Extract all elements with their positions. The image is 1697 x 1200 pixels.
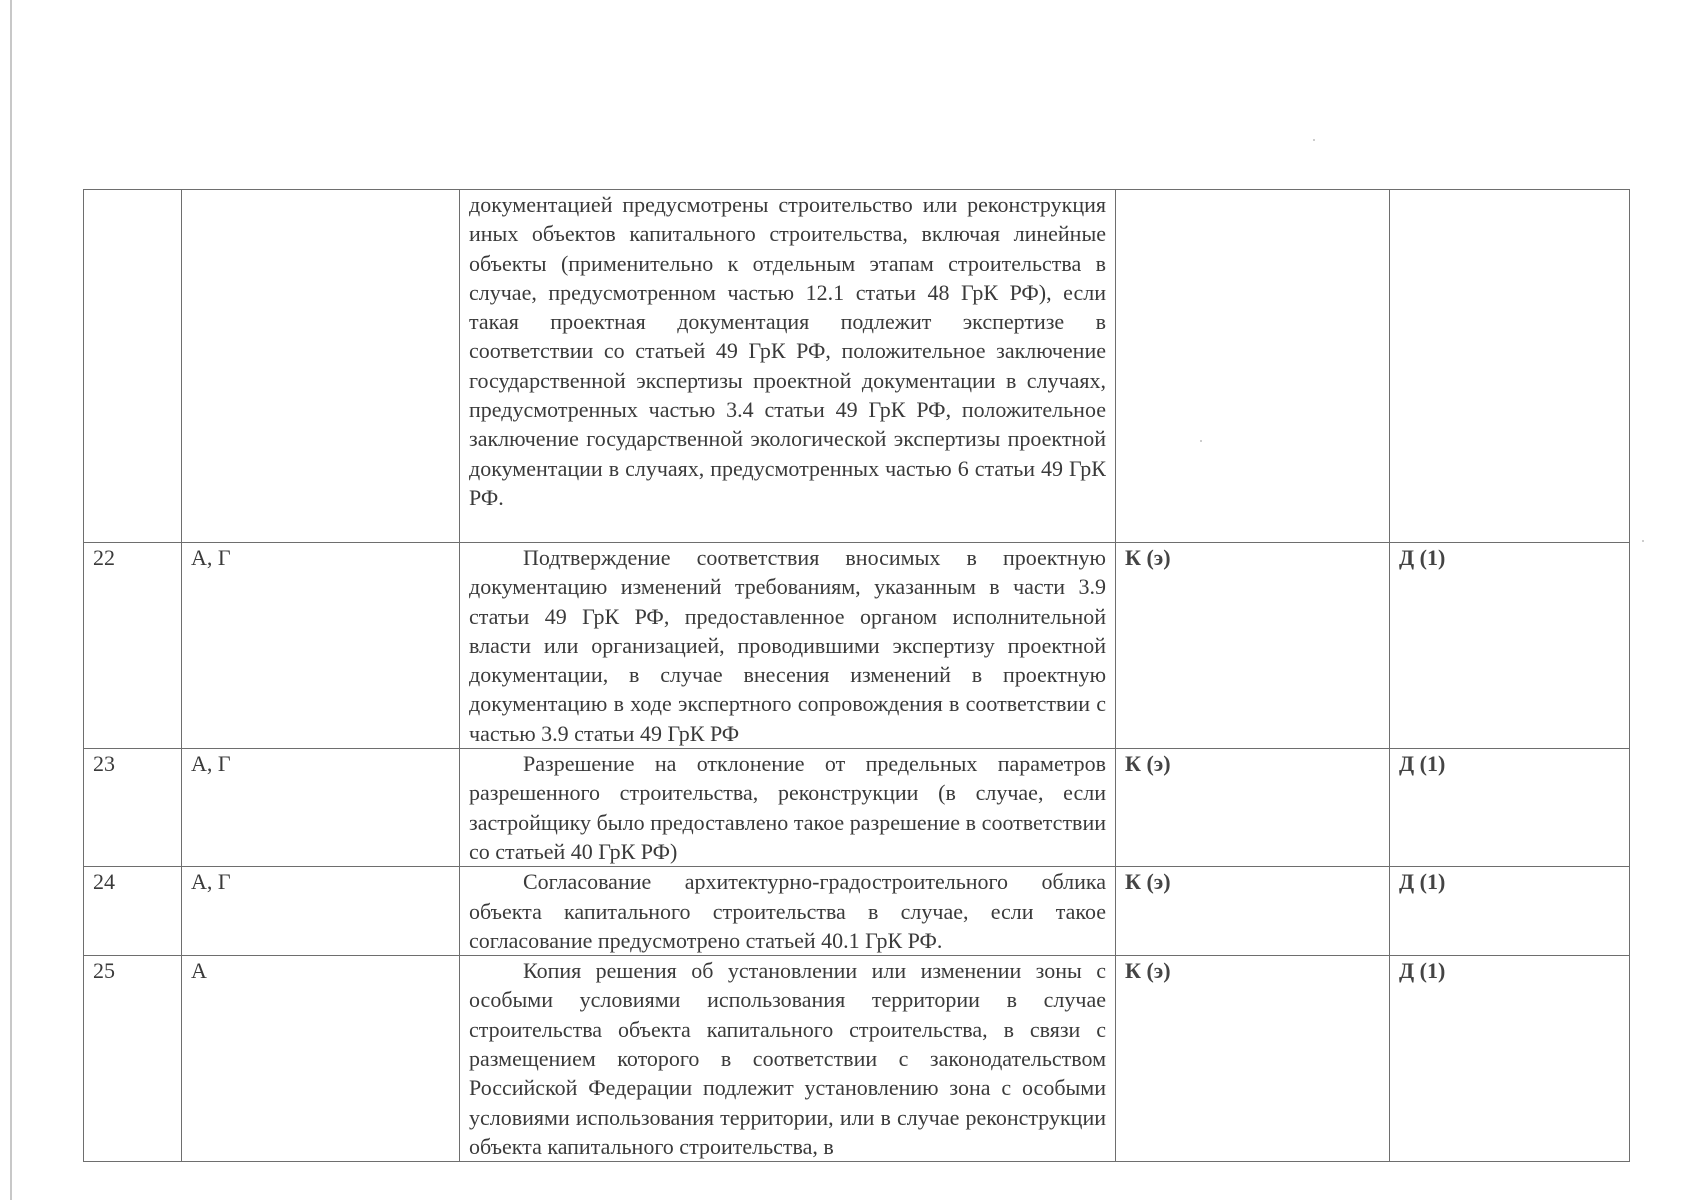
table-row <box>84 190 1630 543</box>
row-form: К (э) <box>1116 867 1390 956</box>
row-requirement: Д (1) <box>1390 956 1630 1162</box>
scan-speck <box>1313 139 1315 141</box>
row-description: Копия решения об установлении или изменении зоны с особыми условиями использования территории в случае строительства объекта капитального строительства, в связи с размещением которого в соответствии с законодательством Российской Федерации подлежит установлению зона с особыми условиями использования территории, или в случае реконструкции объекта капитального строительства, в <box>460 956 1116 1162</box>
table-row <box>84 749 1630 867</box>
row-form: К (э) <box>1116 749 1390 867</box>
row-form: К (э) <box>1116 543 1390 749</box>
row-description: Согласование архитектурно-градостроительного облика объекта капитального строительства в случае, если такое согласование предусмотрено статьей 40.1 ГрК РФ. <box>460 867 1116 956</box>
row-stage <box>182 190 460 543</box>
row-stage: А, Г <box>182 867 460 956</box>
row-requirement: Д (1) <box>1390 543 1630 749</box>
row-form <box>1116 190 1390 543</box>
row-requirement <box>1390 190 1630 543</box>
row-stage: А <box>182 956 460 1162</box>
row-number: 22 <box>84 543 182 749</box>
row-stage: А, Г <box>182 543 460 749</box>
row-stage: А, Г <box>182 749 460 867</box>
row-description: документацией предусмотрены строительство или реконструкция иных объектов капитального строительства, включая линейные объекты (применительно к отдельным этапам строительства в случае, предусмотренном частью 12.1 статьи 48 ГрК РФ), если такая проектная документация подлежит экспертизе в соответствии со статьей 49 ГрК РФ, положительное заключение государственной экспертизы проектной документации в случаях, предусмотренных частью 3.4 статьи 49 ГрК РФ, положительное заключение государственной экологической экспертизы проектной документации в случаях, предусмотренных частью 6 статьи 49 ГрК РФ. <box>460 190 1116 543</box>
row-form: К (э) <box>1116 956 1390 1162</box>
row-description: Разрешение на отклонение от предельных параметров разрешенного строительства, реконструкции (в случае, если застройщику было предоставлено такое разрешение в соответствии со статьей 40 ГрК РФ) <box>460 749 1116 867</box>
table-row <box>84 956 1630 1162</box>
row-number: 23 <box>84 749 182 867</box>
row-requirement: Д (1) <box>1390 749 1630 867</box>
row-number: 24 <box>84 867 182 956</box>
table-row <box>84 543 1630 749</box>
table-row <box>84 867 1630 956</box>
row-requirement: Д (1) <box>1390 867 1630 956</box>
scan-speck <box>1642 540 1644 542</box>
scan-left-edge <box>10 0 12 1200</box>
row-number: 25 <box>84 956 182 1162</box>
row-description: Подтверждение соответствия вносимых в проектную документацию изменений требованиям, указанным в части 3.9 статьи 49 ГрК РФ, предоставленное органом исполнительной власти или организацией, проводившими экспертизу проектной документации, в случае внесения изменений в проектную документацию в ходе экспертного сопровождения в соответствии с частью 3.9 статьи 49 ГрК РФ <box>460 543 1116 749</box>
row-number <box>84 190 182 543</box>
document-table <box>83 189 1630 1162</box>
